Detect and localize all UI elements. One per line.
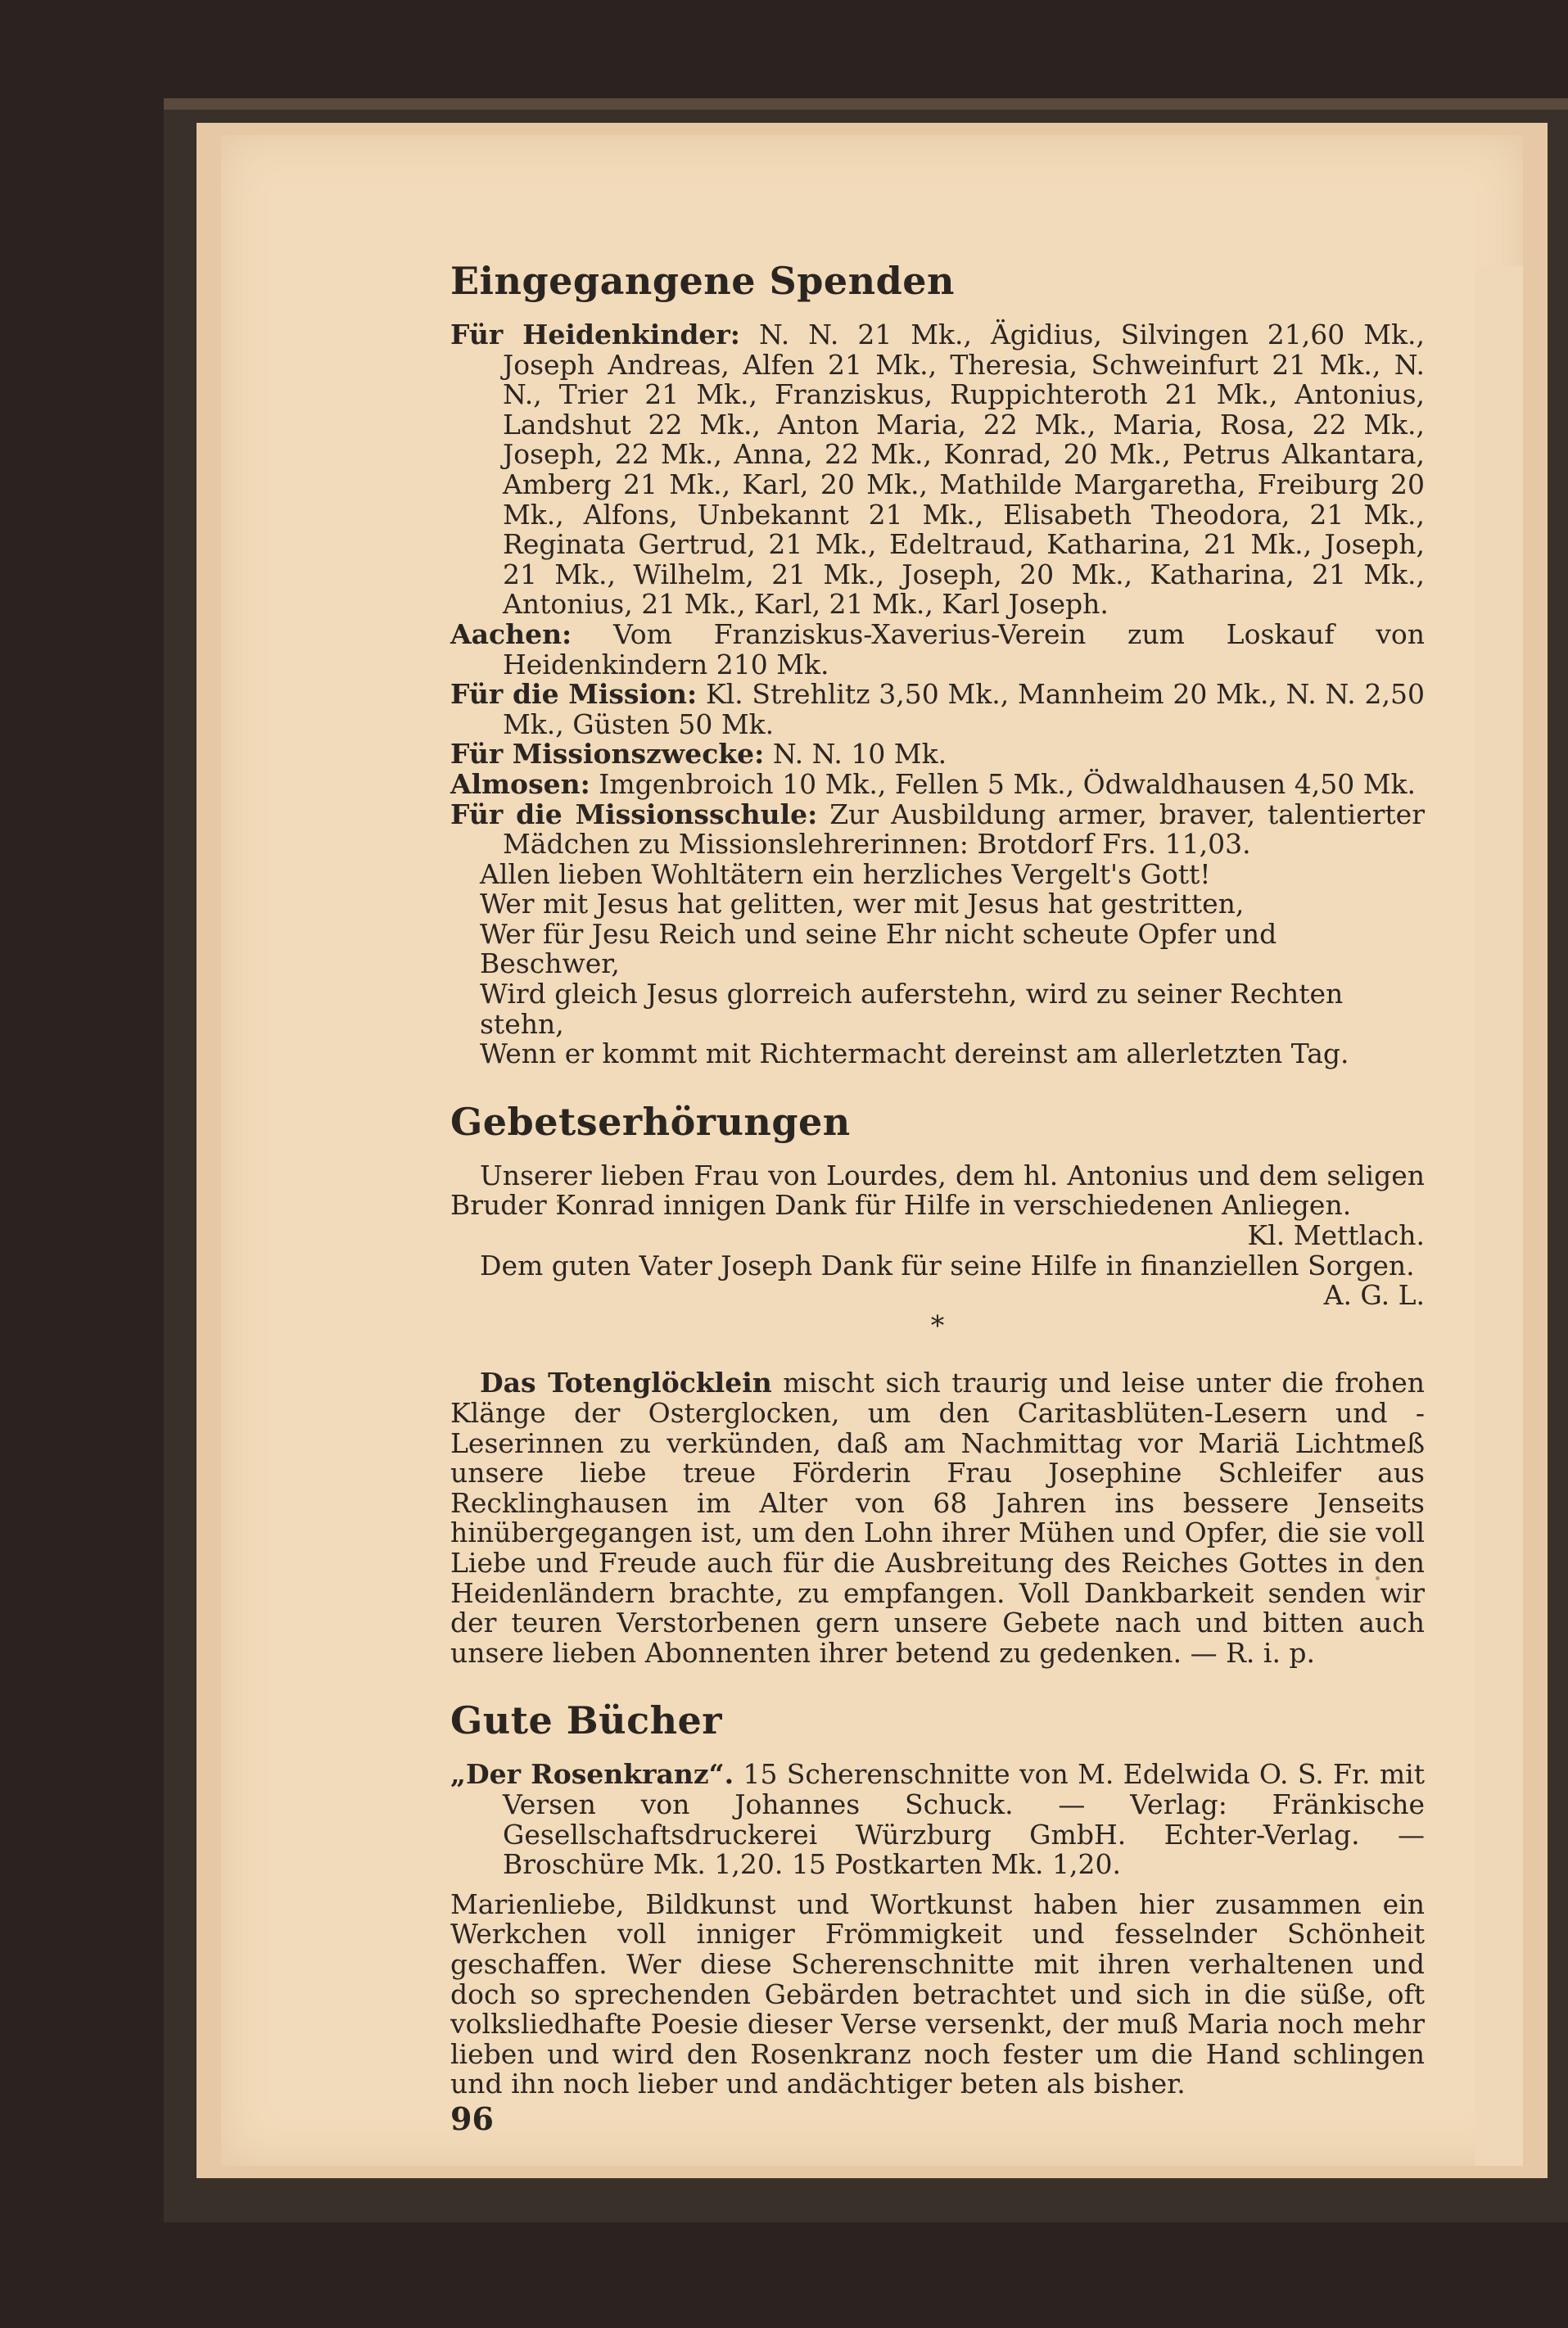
gebet-paragraph-2: Dem guten Vater Joseph Dank für seine Hilfe in finanziellen Sorgen. (480, 1249, 1415, 1282)
poem-line: Wenn er kommt mit Richtermacht dereinst am allerletzten Tag. (480, 1037, 1349, 1070)
totenglocklein-label: Das Totenglöcklein (480, 1367, 772, 1399)
book-page (221, 135, 1523, 2166)
gebet-signature-1: Kl. Mettlach. (1247, 1219, 1425, 1252)
heading-gute-buecher: Gute Bücher (450, 1698, 723, 1743)
entry-label: Aachen: (450, 617, 572, 650)
heading-gebetserhoerungen: Gebetserhörungen (450, 1099, 851, 1144)
page-content (450, 256, 1426, 2137)
entry-label: Für die Missionsschule: (450, 798, 818, 830)
book-details: 15 Scherenschnitte von M. Edelwida O. S. Fr. mit Versen von Johannes Schuck. — Verlag: Fränkische Gesellschaftsdruckerei Würzburg GmbH. Echter-Verlag. — Broschüre Mk. 1,20. 15 Postkarten Mk. 1,20. (503, 1758, 1425, 1881)
entry-label: Almosen: (450, 767, 590, 800)
entry-almosen (450, 767, 1425, 800)
thanks-line: Allen lieben Wohltätern ein herzliches Vergelt's Gott! (480, 857, 1211, 890)
heading-spenden: Eingegangene Spenden (450, 259, 955, 303)
entry-label: Für die Mission: (450, 678, 698, 711)
entry-text: Imgenbroich 10 Mk., Fellen 5 Mk., Ödwaldhausen 4,50 Mk. (599, 767, 1416, 800)
entry-mission (450, 680, 1425, 739)
entry-text: N. N. 10 Mk. (772, 738, 947, 771)
poem-line: Wird gleich Jesus glorreich auferstehn, wird zu seiner Rechten stehn, (480, 978, 1344, 1040)
totenglocklein-text: mischt sich traurig und leise unter die frohen Klänge der Osterglocken, um den Caritasblüten-Lesern und -Leserinnen zu verkünden, daß am Nachmittag vor Mariä Lichtmeß unsere liebe treue Förderin Frau Josephine Schleifer aus Recklinghausen im Alter von 68 Jahren ins bessere Jenseits hinübergegangen ist, um den Lohn ihrer Mühen und Opfer, die sie voll Liebe und Freude auch für die Ausbreitung des Reiches Gottes in den Heidenländern brachte, zu empfangen. Voll Dankbarkeit senden wir der teuren Verstorbenen gern unsere Gebete nach und bitten auch unsere lieben Abonnenten ihrer betend zu gedenken. — R. i. p. (450, 1367, 1426, 1669)
section-star: * (930, 1309, 945, 1341)
entry-label: Für Heidenkinder: (450, 319, 740, 350)
book-entry (450, 1760, 1425, 1879)
entry-text: Zur Ausbildung armer, braver, talentierter Mädchen zu Missionslehrerinnen: Brotdorf Frs. 11,03. (503, 798, 1425, 861)
poem-line: Wer für Jesu Reich und seine Ehr nicht scheute Opfer und Beschwer, (480, 917, 1277, 980)
entry-text: Kl. Strehlitz 3,50 Mk., Mannheim 20 Mk., N. N. 2,50 Mk., Güsten 50 Mk. (503, 678, 1425, 740)
gebet-paragraph-1: Unserer lieben Frau von Lourdes, dem hl. Antonius und dem seligen Bruder Konrad innigen Dank für Hilfe in verschiedenen Anliegen. (450, 1159, 1425, 1222)
entry-missionsschule (450, 800, 1425, 860)
poem-block (450, 857, 1425, 1070)
totenglocklein-paragraph (450, 1368, 1425, 1668)
page-number: 96 (450, 2100, 494, 2137)
entry-label: Für Missionszwecke: (450, 738, 765, 771)
entry-heidenkinder (450, 320, 1425, 620)
entry-text: N. N. 21 Mk., Ägidius, Silvingen 21,60 Mk., Joseph Andreas, Alfen 21 Mk., Theresia, Schweinfurt 21 Mk., N. N., Trier 21 Mk., Franziskus, Ruppichteroth 21 Mk., Antonius, Landshut 22 Mk., Anton Maria, 22 Mk., Maria, Rosa, 22 Mk., Joseph, 22 Mk., Anna, 22 Mk., Konrad, 20 Mk., Petrus Alkantara, Amberg 21 Mk., Karl, 20 Mk., Mathilde Margaretha, Freiburg 20 Mk., Alfons, Unbekannt 21 Mk., Elisabeth Theodora, 21 Mk., Reginata Gertrud, 21 Mk., Edeltraud, Katharina, 21 Mk., Joseph, 21 Mk., Wilhelm, 21 Mk., Joseph, 20 Mk., Katharina, 21 Mk., Antonius, 21 Mk., Karl, 21 Mk., Karl Joseph. (503, 319, 1425, 621)
page-right-edge (1475, 266, 1523, 2166)
entry-text: Vom Franziskus-Xaverius-Verein zum Loskauf von Heidenkindern 210 Mk. (503, 617, 1425, 680)
gebet-signature-2: A. G. L. (1323, 1279, 1425, 1312)
entry-missionszwecke (450, 739, 1425, 770)
book-title: „Der Rosenkranz“. (450, 1758, 734, 1791)
book-review: Marienliebe, Bildkunst und Wortkunst haben hier zusammen ein Werkchen voll inniger Frömmigkeit und fesselnder Schönheit geschaffen. Wer diese Scherenschnitte mit ihren verhaltenen und doch so sprechenden Gebärden betrachtet und sich in die süße, oft volksliedhafte Poesie dieser Verse versenkt, der muß Maria noch mehr lieben und wird den Rosenkranz noch fester um die Hand schlingen und ihn noch lieber und andächtiger beten als bisher. (450, 1887, 1425, 2100)
poem-line: Wer mit Jesus hat gelitten, wer mit Jesus hat gestritten, (480, 888, 1245, 920)
entry-aachen (450, 617, 1425, 680)
